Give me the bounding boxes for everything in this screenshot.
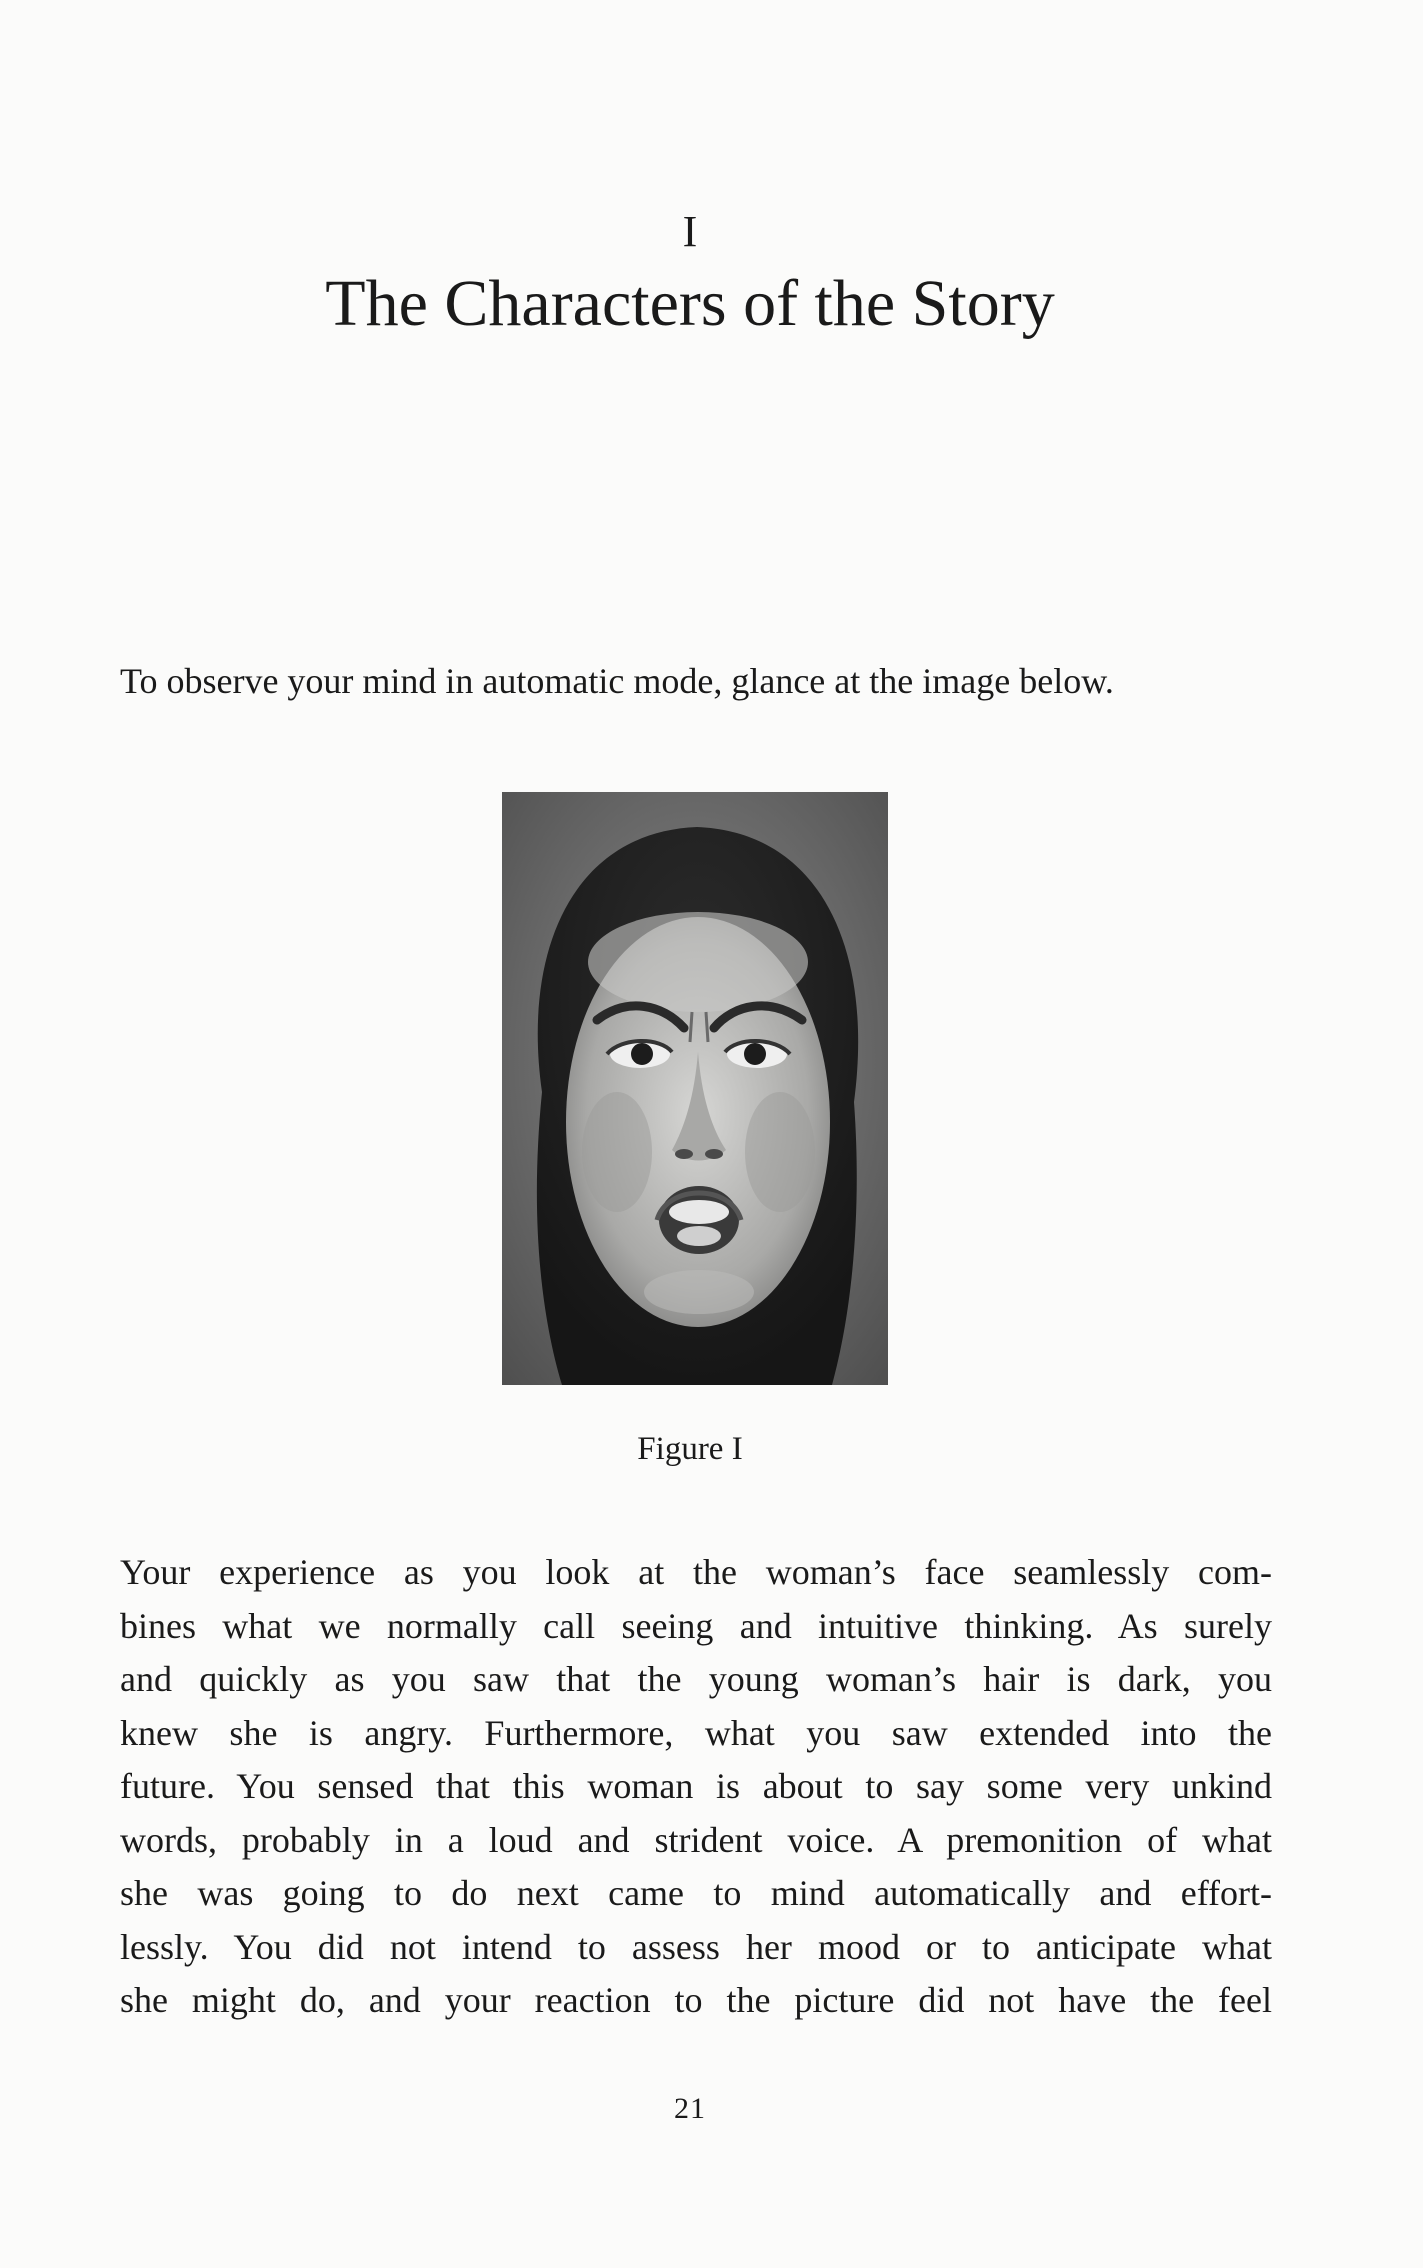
body-line: lessly. You did not intend to assess her mood or to anticipate what (120, 1926, 1272, 1967)
chapter-title: The Characters of the Story (325, 267, 1055, 340)
body-line: bines what we normally call seeing and intuitive thinking. As surely (120, 1605, 1272, 1646)
body-line: and quickly as you saw that the young woman’s hair is dark, you (120, 1659, 1272, 1699)
figure-caption: Figure I (637, 1431, 743, 1467)
body-line: she was going to do next came to mind automatically and effort- (120, 1873, 1272, 1913)
angry-woman-face-photo (502, 792, 888, 1385)
body-line: Your experience as you look at the woman’s face seamlessly com- (120, 1552, 1272, 1592)
body-line: future. You sensed that this woman is about to say some very unkind (120, 1766, 1272, 1806)
body-paragraph (120, 1546, 1272, 2028)
intro-paragraph: To observe your mind in automatic mode, glance at the image below. (120, 661, 1114, 701)
body-line: words, probably in a loud and strident voice. A premonition of what (120, 1819, 1272, 1860)
page-number: 21 (674, 2092, 706, 2125)
body-line: she might do, and your reaction to the picture did not have the feel (120, 1980, 1272, 2020)
body-line: knew she is angry. Furthermore, what you saw extended into the (120, 1712, 1272, 1753)
chapter-number: I (682, 207, 698, 256)
